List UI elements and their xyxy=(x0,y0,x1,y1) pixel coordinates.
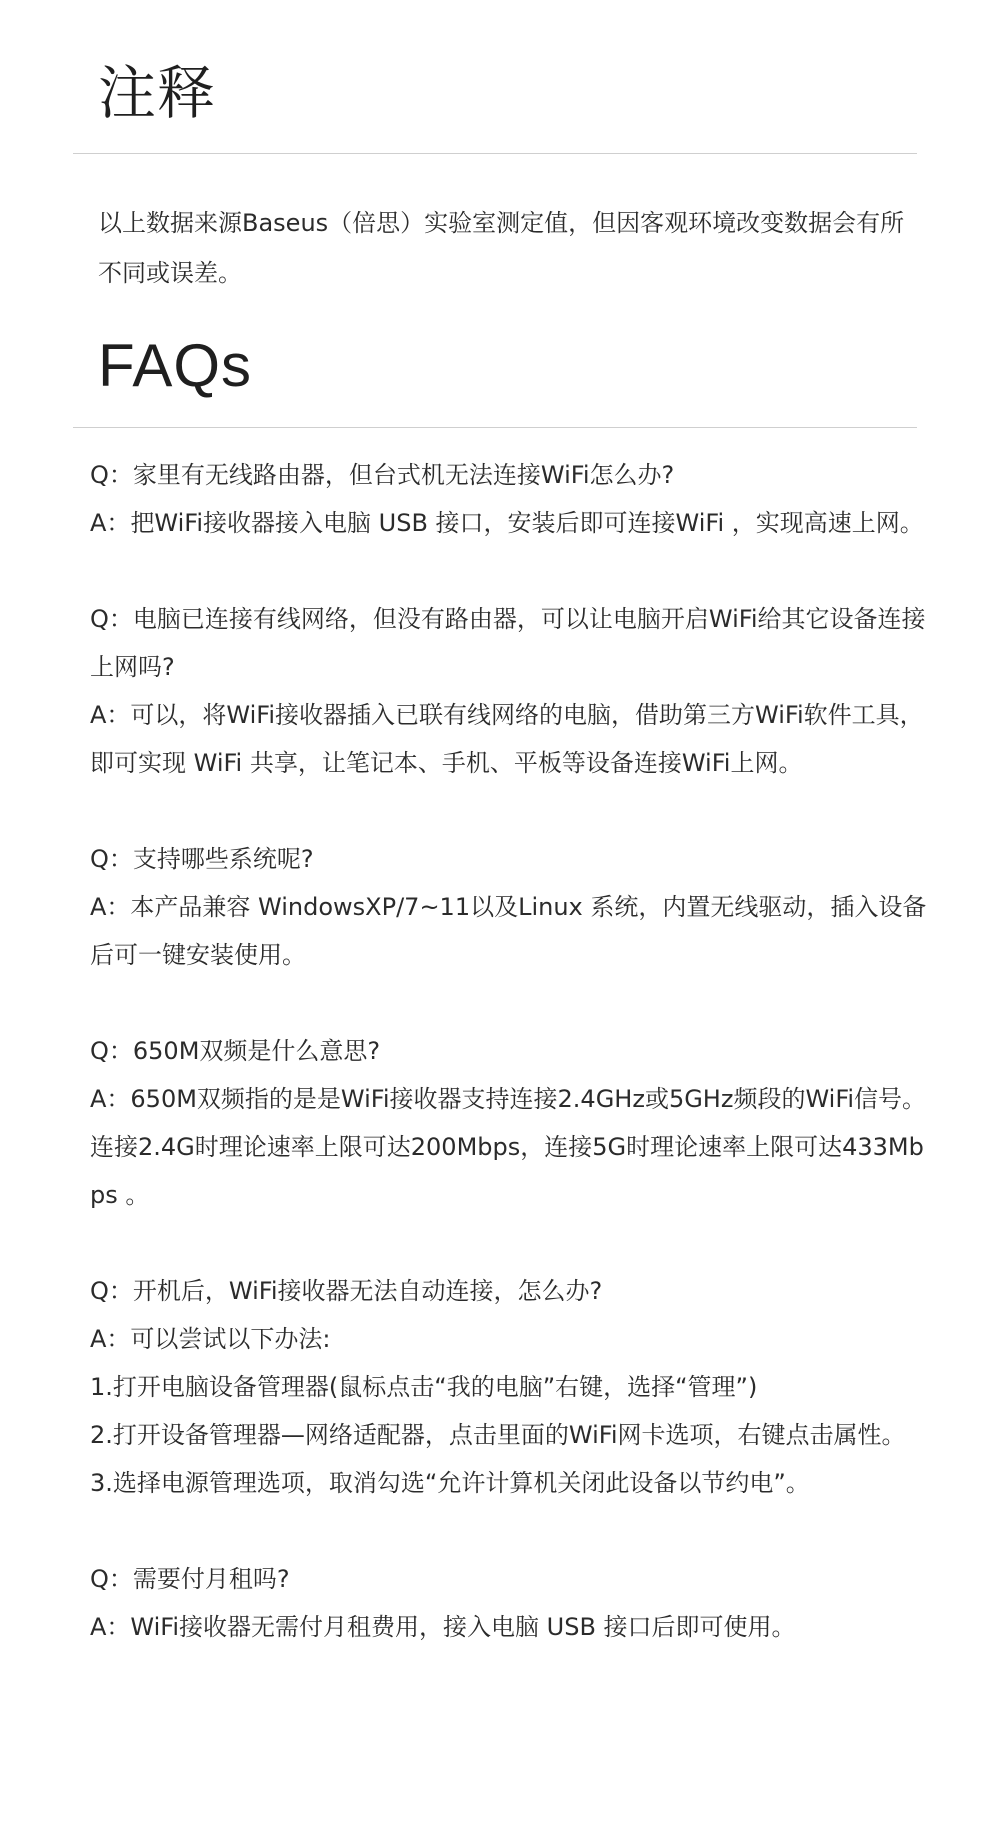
faq-answer: A：可以，将WiFi接收器插入已联有线网络的电脑，借助第三方WiFi软件工具，即可实现 WiFi 共享，让笔记本、手机、平板等设备连接WiFi上网。 xyxy=(90,701,924,777)
faq-list xyxy=(90,451,930,1699)
faq-item xyxy=(90,835,930,979)
faq-answer-step: 2.打开设备管理器—网络适配器，点击里面的WiFi网卡选项，右键点击属性。 xyxy=(90,1421,906,1449)
faq-item xyxy=(90,1027,930,1219)
faq-item xyxy=(90,451,930,547)
faq-question: Q：电脑已连接有线网络，但没有路由器，可以让电脑开启WiFi给其它设备连接上网吗? xyxy=(90,605,926,681)
faq-question: Q：650M双频是什么意思? xyxy=(90,1037,381,1065)
faq-answer: A：WiFi接收器无需付月租费用，接入电脑 USB 接口后即可使用。 xyxy=(90,1613,796,1641)
faq-item xyxy=(90,1267,930,1507)
faq-answer-step: 3.选择电源管理选项，取消勾选“允许计算机关闭此设备以节约电”。 xyxy=(90,1469,810,1497)
faq-title: FAQs xyxy=(98,332,253,399)
faq-item xyxy=(90,595,930,787)
faq-answer: A：可以尝试以下办法: xyxy=(90,1325,331,1353)
faq-question: Q：开机后，WiFi接收器无法自动连接，怎么办? xyxy=(90,1277,603,1305)
divider xyxy=(73,153,917,154)
faq-question: Q：家里有无线路由器，但台式机无法连接WiFi怎么办? xyxy=(90,461,675,489)
divider xyxy=(73,427,917,428)
notes-text: 以上数据来源Baseus（倍思）实验室测定值，但因客观环境改变数据会有所不同或误差。 xyxy=(98,209,905,287)
faq-question: Q：需要付月租吗? xyxy=(90,1565,290,1593)
faq-answer: A：650M双频指的是是WiFi接收器支持连接2.4GHz或5GHz频段的WiFi信号。连接2.4G时理论速率上限可达200Mbps，连接5G时理论速率上限可达433Mbps 。 xyxy=(90,1085,927,1209)
notes-title: 注释 xyxy=(98,59,217,127)
faq-answer: A：把WiFi接收器接入电脑 USB 接口，安装后即可连接WiFi ，实现高速上网。 xyxy=(90,509,924,537)
faq-item xyxy=(90,1555,930,1651)
faq-answer: A：本产品兼容 WindowsXP/7~11以及Linux 系统，内置无线驱动，插入设备后可一键安装使用。 xyxy=(90,893,927,969)
faq-question: Q：支持哪些系统呢? xyxy=(90,845,314,873)
faq-answer-step: 1.打开电脑设备管理器(鼠标点击“我的电脑”右键，选择“管理”) xyxy=(90,1373,758,1401)
